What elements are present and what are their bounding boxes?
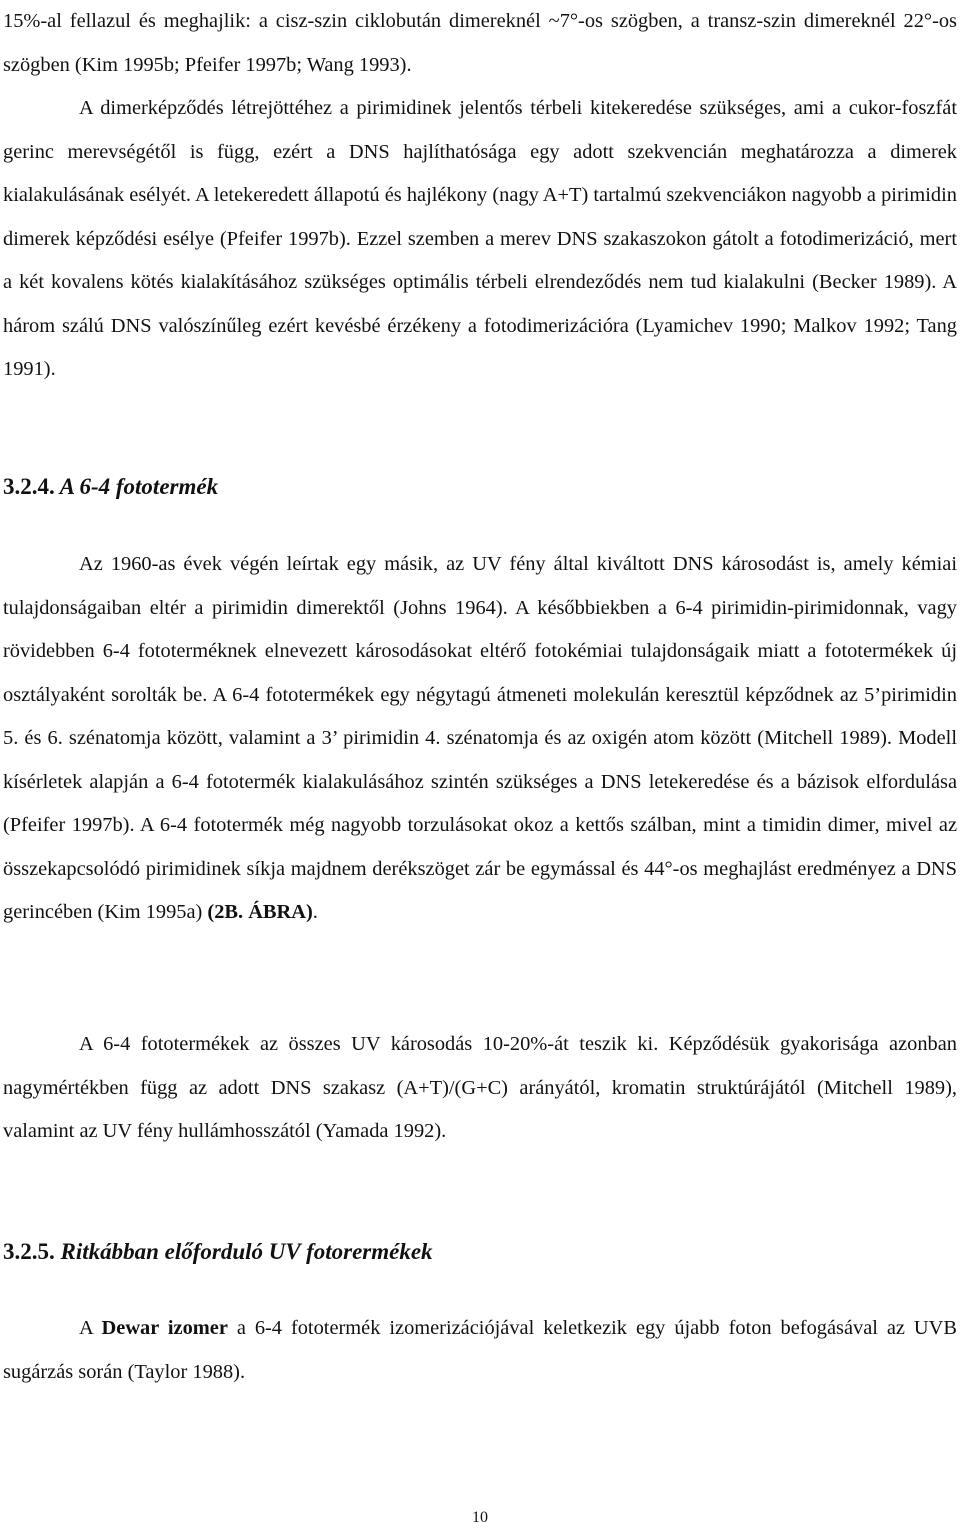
paragraph-dewar-isomer — [3, 1307, 957, 1394]
paragraph-6-4-frequency — [3, 1023, 957, 1154]
paragraph-dimer-angles — [3, 0, 957, 87]
section-number: 3.2.4. — [3, 474, 55, 499]
figure-reference: (2B. ÁBRA) — [207, 901, 313, 923]
paragraph-start: A — [79, 1317, 102, 1339]
paragraph-text: 15%-al fellazul és meghajlik: a cisz-szin ciklobután dimereknél ~7°-os szögben, a transz-szin dimereknél 22°-os szögben (Kim 1995b; Pfeifer 1997b; Wang 1993). — [3, 10, 957, 76]
term-dewar-isomer: Dewar izomer — [101, 1317, 228, 1339]
paragraph-text: A dimerképződés létrejöttéhez a pirimidinek jelentős térbeli kitekeredése szükséges, ami a cukor-foszfát gerinc merevségétől is függ, ezért a DNS hajlíthatósága egy adott szekvencián meghatározza a dimerek kialakulásának esélyét. A letekeredett állapotú és hajlékony (nagy A+T) tartalmú szekvenciákon nagyobb a pirimidin dimerek képződési esélye (Pfeifer 1997b). Ezzel szemben a merev DNS szakaszokon gátolt a fotodimerizáció, mert a két kovalens kötés kialakításához szükséges optimális térbeli elrendeződés nem tud kialakulni (Becker 1989). A három szálú DNS valószínűleg ezért kevésbé érzékeny a fotodimerizációra (Lyamichev 1990; Malkov 1992; Tang 1991). — [3, 97, 957, 380]
section-heading-3-2-4 — [3, 472, 218, 502]
paragraph-end: . — [312, 901, 318, 923]
paragraph-text: Az 1960-as évek végén leírtak egy másik, az UV fény által kiváltott DNS károsodást is, amely kémiai tulajdonságaiban eltér a pirimidin dimerektől (Johns 1964). A későbbiekben a 6-4 pirimidin-pirimidonnak, vagy rövidebben 6-4 fototerméknek elnevezett károsodásokat eltérő fotokémiai tulajdonságaik miatt a fototermékek új osztályaként sorolták be. A 6-4 fototermékek egy négytagú átmeneti molekulán keresztül képződnek az 5’pirimidin 5. és 6. szénatomja között, valamint a 3’ pirimidin 4. szénatomja és az oxigén atom között (Mitchell 1989). Modell kísérletek alapján a 6-4 fototermék kialakulásához szintén szükséges a DNS letekeredése és a bázisok elfordulása (Pfeifer 1997b). A 6-4 fototermék még nagyobb torzulásokat okoz a kettős szálban, mint a timidin dimer, mivel az összekapcsolódó pirimidinek síkja majdnem derékszöget zár be egymással és 44°-os meghajlást eredményez a DNS gerincében (Kim 1995a) — [3, 553, 957, 923]
paragraph-text: A 6-4 fototermékek az összes UV károsodás 10-20%-át teszik ki. Képződésük gyakorisága azonban nagymértékben függ az adott DNS szakasz (A+T)/(G+C) arányától, kromatin struktúrájától (Mitchell 1989), valamint az UV fény hullámhosszától (Yamada 1992). — [3, 1033, 957, 1142]
paragraph-6-4-photoproduct — [3, 543, 957, 935]
section-title: A 6-4 fototermék — [59, 474, 219, 499]
section-title: Ritkábban előforduló UV fotorermékek — [60, 1239, 433, 1264]
section-number: 3.2.5. — [3, 1239, 55, 1264]
section-heading-3-2-5 — [3, 1237, 433, 1267]
paragraph-rest: a 6-4 fototermék izomerizációjával keletkezik egy újabb foton befogásával az UVB sugárzás során (Taylor 1988). — [3, 1317, 957, 1383]
page-number: 10 — [472, 1509, 488, 1526]
paragraph-dimer-formation — [3, 87, 957, 392]
